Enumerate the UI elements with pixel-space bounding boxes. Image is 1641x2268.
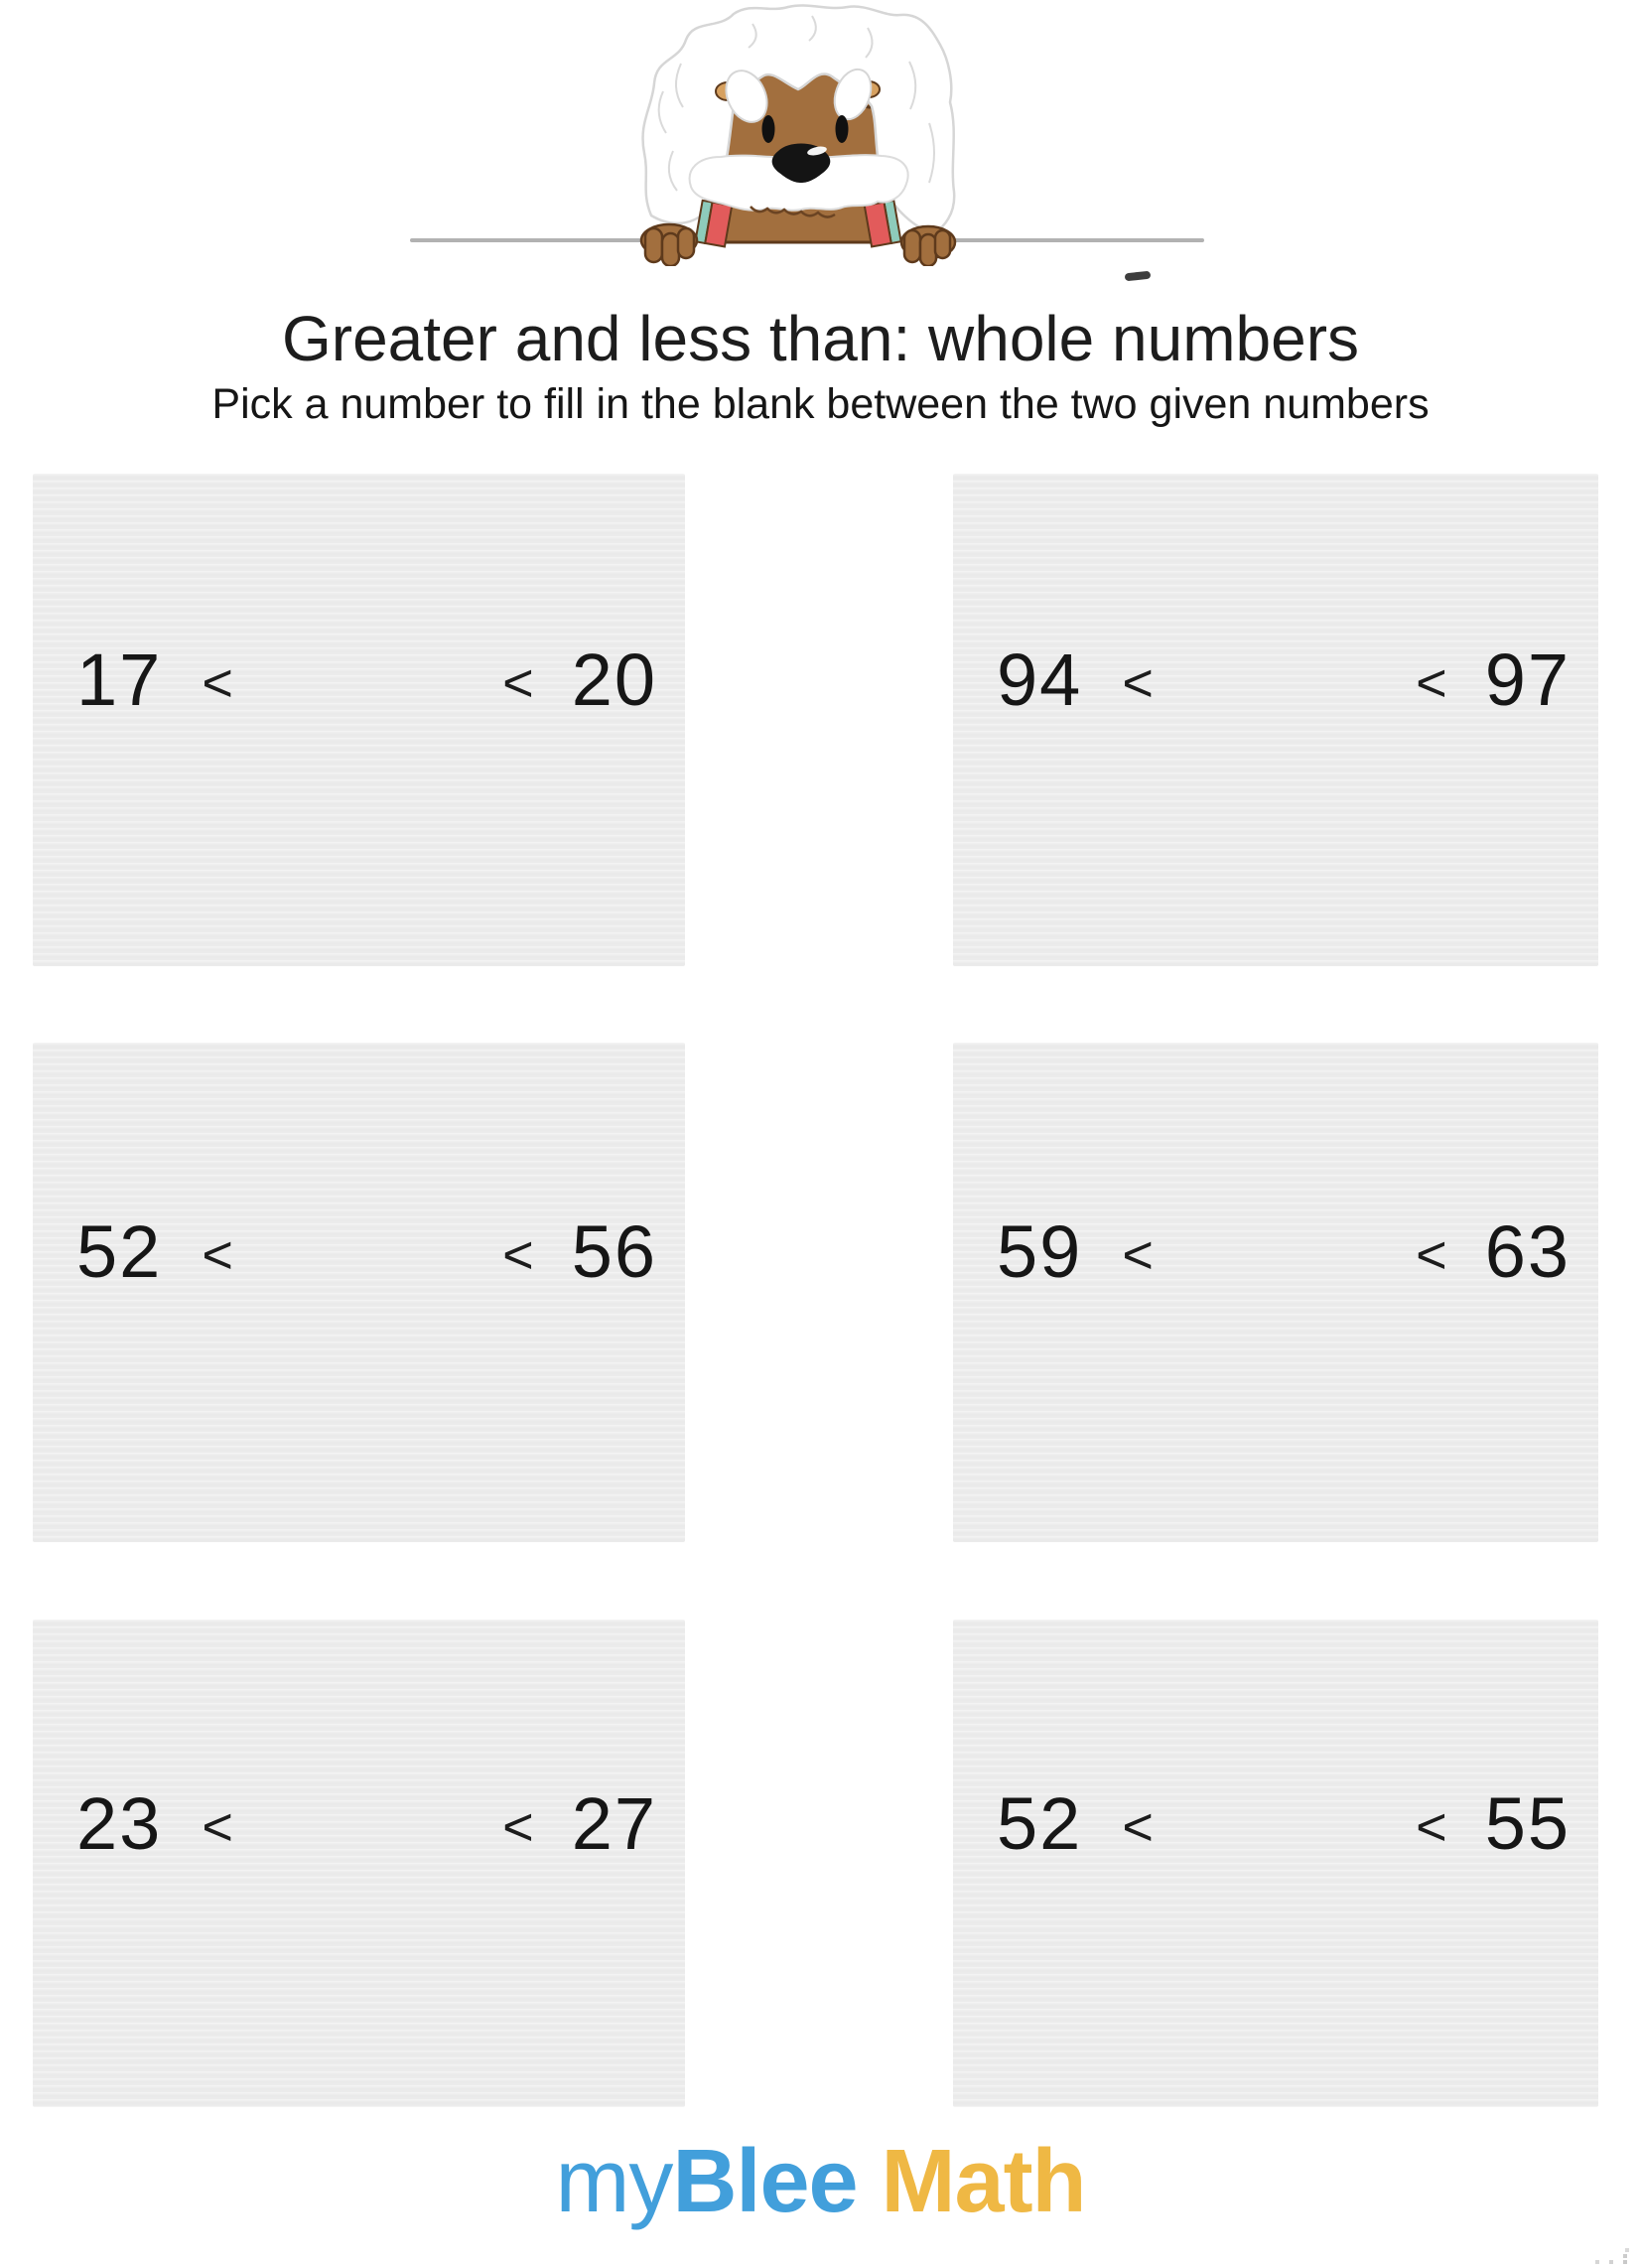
bear-strap-right [865,201,901,247]
line-end-artifact [1125,271,1152,282]
problem-box-4 [953,1043,1598,1542]
less-than-sign: < [502,1797,534,1858]
less-than-sign: < [1122,1225,1154,1286]
lower-bound-number: 94 [997,638,1083,722]
less-than-sign: < [1416,1225,1447,1286]
less-than-sign: < [202,1797,233,1858]
problem-box-5 [33,1620,685,2107]
problem-expression [953,636,1598,725]
less-than-sign: < [202,653,233,714]
myblee-math-logo [0,2132,1641,2231]
less-than-sign: < [1416,1797,1447,1858]
less-than-sign: < [1122,1797,1154,1858]
problem-box-6 [953,1620,1598,2107]
upper-bound-number: 55 [1484,1782,1571,1866]
bear-eye-left [762,115,775,143]
less-than-sign: < [1416,653,1447,714]
less-than-sign: < [502,653,534,714]
page-title: Greater and less than: whole numbers [281,303,1360,374]
problem-box-3 [33,1043,685,1542]
upper-bound-number: 20 [571,638,657,722]
bear-paw-left [641,224,697,266]
answer-blank[interactable] [1154,1207,1416,1297]
problem-expression [953,1207,1598,1297]
lower-bound-number: 17 [76,638,163,722]
einstein-bear-mascot-icon [633,2,963,266]
answer-blank[interactable] [233,636,502,725]
less-than-sign: < [1122,653,1154,714]
problem-box-1 [33,474,685,966]
upper-bound-number: 97 [1484,638,1571,722]
answer-blank[interactable] [233,1207,502,1297]
lower-bound-number: 59 [997,1210,1083,1294]
lower-bound-number: 52 [76,1210,163,1294]
lower-bound-number: 52 [997,1782,1083,1866]
upper-bound-number: 27 [571,1782,657,1866]
bear-eye-right [836,115,849,143]
logo-math: Math [857,2132,1086,2231]
less-than-sign: < [502,1225,534,1286]
bear-strap-left [695,201,732,247]
lower-bound-number: 23 [76,1782,163,1866]
upper-bound-number: 63 [1484,1210,1571,1294]
problem-expression [33,1207,685,1297]
answer-blank[interactable] [1154,636,1416,725]
answer-blank[interactable] [233,1779,502,1869]
upper-bound-number: 56 [571,1210,657,1294]
problem-box-2 [953,474,1598,966]
answer-blank[interactable] [1154,1779,1416,1869]
corner-artifact [1623,2254,1627,2258]
less-than-sign: < [202,1225,233,1286]
page-subtitle: Pick a number to fill in the blank between the two given numbers [211,380,1430,428]
problem-expression [953,1779,1598,1869]
bear-paw-right [901,226,955,266]
problem-expression [33,636,685,725]
logo-blee: Blee [672,2132,858,2231]
logo-my: my [555,2132,673,2231]
problem-expression [33,1779,685,1869]
